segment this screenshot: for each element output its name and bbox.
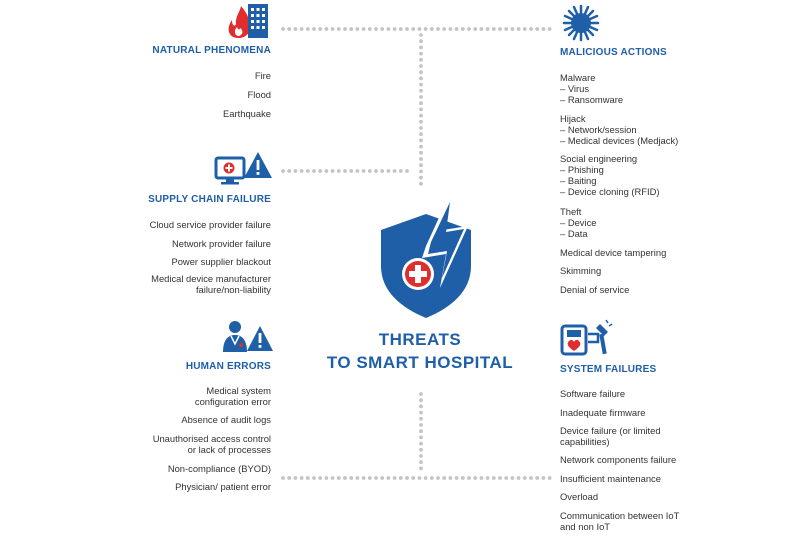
doctor-warning-icon <box>222 318 274 356</box>
center-title <box>300 328 540 374</box>
malicious-actions-heading: MALICIOUS ACTIONS <box>560 47 667 58</box>
human-item-byod: Non-compliance (BYOD) <box>167 463 271 474</box>
malicious-item-dos: Denial of service <box>560 284 630 295</box>
natural-item-fire: Fire <box>254 70 271 81</box>
monitor-warning-icon <box>214 150 274 186</box>
system-item-iot: Communication between IoT and non IoT <box>560 510 680 532</box>
medical-device-icon <box>560 318 616 358</box>
human-item-physician: Physician/ patient error <box>175 481 271 492</box>
system-item-device: Device failure (or limited capabilities) <box>560 425 661 447</box>
supply-item-cloud: Cloud service provider failure <box>149 219 271 230</box>
system-item-maintenance: Insufficient maintenance <box>560 473 661 484</box>
center-title-line2: TO SMART HOSPITAL <box>326 353 514 372</box>
virus-icon <box>562 4 600 42</box>
supply-chain-heading: SUPPLY CHAIN FAILURE <box>148 194 271 205</box>
fire-building-icon <box>226 0 272 40</box>
shield-lightning-icon <box>376 196 480 320</box>
supply-item-network: Network provider failure <box>172 238 271 249</box>
human-errors-heading: HUMAN ERRORS <box>185 361 271 372</box>
natural-item-flood: Flood <box>247 89 271 100</box>
system-failures-heading: SYSTEM FAILURES <box>560 364 657 375</box>
center-title-line1: THREATS <box>378 330 462 349</box>
natural-phenomena-heading: NATURAL PHENOMENA <box>152 45 271 56</box>
system-item-overload: Overload <box>560 491 599 502</box>
system-item-software: Software failure <box>560 388 626 399</box>
system-item-network: Network components failure <box>560 454 677 465</box>
system-item-firmware: Inadequate firmware <box>560 407 646 418</box>
human-item-config: Medical system configuration error <box>194 385 271 407</box>
malicious-item-skimming: Skimming <box>560 265 602 276</box>
malicious-item-theft: Theft – Device – Data <box>560 206 597 239</box>
human-item-access: Unauthorised access control or lack of processes <box>152 433 271 455</box>
supply-item-power: Power supplier blackout <box>171 256 271 267</box>
malicious-item-social: Social engineering – Phishing – Baiting – Device cloning (RFID) <box>560 153 660 197</box>
natural-item-earthquake: Earthquake <box>223 108 271 119</box>
malicious-item-hijack: Hijack – Network/session – Medical devices (Medjack) <box>560 113 679 146</box>
human-item-audit: Absence of audit logs <box>181 414 271 425</box>
malicious-item-tampering: Medical device tampering <box>560 247 667 258</box>
malicious-item-malware: Malware – Virus – Ransomware <box>560 72 624 105</box>
supply-item-manufacturer: Medical device manufacturer failure/non-liability <box>151 273 271 295</box>
